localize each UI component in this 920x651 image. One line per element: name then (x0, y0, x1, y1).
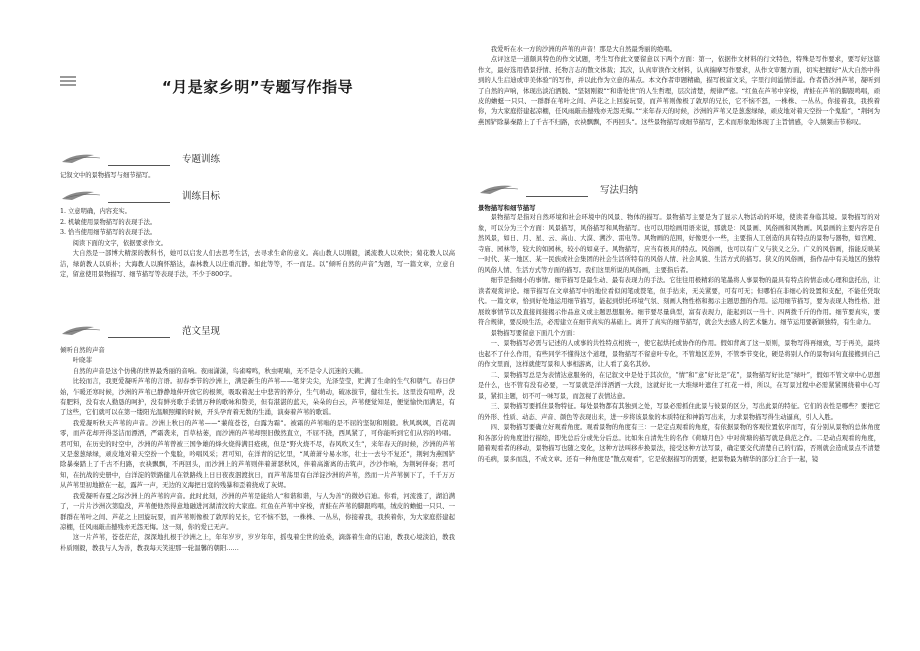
section-header-model (60, 322, 455, 338)
goal-item: 3. 恰当使用细节描写的表现手法。 (60, 229, 157, 236)
essay-author: 叶晓菲 (72, 356, 92, 365)
section-text: 记叙文中的景物描写与细节描写。 (60, 172, 155, 179)
section-header-training (60, 150, 455, 166)
commentary: 点评这是一道颇具特色的作文试题，考生写作此文要留意以下两个方面：第一，依据作文材料的行文特色，特殊是写作要求，要写好这篇作文，最好选用借景抒情、托物言志的散文体裁；其次，认真审读作文材料，认真揣摩写作要求，从作文审题方面，切实把握好“从大自然中得到的人生启迪或审美体验”的写作，并以此作为立意的基点。本文作者审题精确，描写极富文采，字里行间溢情洋溢。作者借沙洲芦苇，凝听到了自然的声响，体现出淡泊洒脱、“坚韧刚毅”“和谐处世”的人生哲理，层次清楚，规律严密。“红鱼在芦苇中穿梭，青蛙在芦苇的脚跟鸣唱，顽皮的蟾蜓一只只、一群群在苇叶之间、芦花之上回旋玩耍，而芦苇则像极了敦厚的兄长，它不恼不怒，一株株、一丛丛，你接着我，我挨着你，为大家庭搭建起凉棚，任风雨敲击撼残亦无怨无悔。”“来年春天的时候，沙洲的芦苇又是葱葱绿绿，顽皮地对着天空扮一个鬼脸”，“荆轲为燕国铲除暴秦踏上了千古不归路，衣袂飘飘，不再回头”。这些景物描写或细节描写，艺术而形象地体现了主旨情感，令人频频击节称叹。 (478, 55, 880, 126)
summary-paragraph: 景物描写要留意下面几个方面： (490, 329, 579, 337)
feather-icon (60, 189, 116, 201)
feather-icon (60, 324, 116, 336)
summary-point: 二、景物描写总是为表情达意服务的，在记叙文中是处于其次位，“情”和“意”好比是“花”，景物描写好比是“绿叶”，假如不管文章中心思想是什么，也不管有没有必要，一写景就是洋洋洒洒一大段，这就好比一大堆绿叶遮住了红花一样，所以，在写景过程中必需紧紧围绕着中心写景，紧扣主题，切不可一味写景，而忽视了表情达意。 (478, 371, 880, 400)
right-column (478, 0, 880, 651)
essay-closing: 我爱听在水一方的沙洲的芦苇的声音！那是大自然最秀丽的绝唱。 (490, 45, 677, 53)
summary-paragraph: 景物描写是指对自然环境和社会环境中的风景、物体的描写。景物描写主要是为了显示人物活动的环境，使读者身临其境。景物描写的对象，可以分为三个方面：风景描写，风俗描写和风物描写。也可以用绘画用语来说，那就是：风景画、风俗画和风物画。风景画的主要内容是自然风景，如日、月、星、云、高山、大漠、溯沙、雷电等。风物画的范围，好像更小一些，主要指人工创造的具有特点的景物与器物，如宫殿、寺庙、园林等，较大的如园林，较小的如桌子。风物描写，应当有极具的特点。风俗画，也可以有广义与狭义之分。广义的风俗画，指能反映某一时代、某一地区、某一民族或社会集团的社会生活所特有的风俗人情、社会风貌、生活方式的描写。狭义的风俗画，指作品中有关地区的独特的风俗人情、生活方式等方面的描写。我们这里所说的风俗画，主要指后者。 (478, 214, 880, 274)
goal-item: 2. 机敏使用景物描写的表现手法。 (60, 218, 157, 226)
summary-point: 一、景物描写必需与记述的人或事的共性特点相统一，使它起烘托或协作的作用。假如背离了这一原则，景物写得再细致，写于再美，最终也起不了什么作用，有些同学不懂得这个道理，景物描写不留意叶专化，不管地区差异，不管季节变化，硬是将别人作的景物词句直接搬到自己的作文里面，这样就使写景和人事相游离，让人看了莫名其妙。 (478, 340, 880, 369)
goals-list (60, 207, 455, 281)
essay-paragraph: 自然的声音是这个仿佛的世界最秀丽的音响。夜雨潇潇，鸟雀啼鸣，秋虫呢喃，无不是令人沉迷的天籁。 (72, 366, 367, 375)
section-label: 写法归纳 (600, 185, 639, 196)
model-essay (60, 345, 455, 553)
essay-title: 倾听自然的声音 (60, 346, 105, 354)
section-label: 训练目标 (182, 191, 221, 202)
writing-prompt: 大自然是一部博大精深的教科书，她可以启发人们去思考生活，去寻求生命的意义。高山教人以刚毅，溪流教人以欢快；菊花教人以高洁，绿荫教人以质朴；大海教人以胸怀豁达，森林教人以庄重沉静。如此等等，不一而足。以“倾听自然的声音”为题，写一篇文章，立意自定，留意使用景物描写、细节描写等表现手法，不少于800字。 (60, 250, 455, 278)
section-header-summary (478, 181, 880, 197)
goal-item: 1. 立意明确，内容充实。 (60, 208, 131, 215)
section-header-goals (60, 187, 455, 203)
feather-icon (60, 152, 116, 164)
section-label: 范文呈现 (182, 326, 221, 337)
page-title: “月是家乡明”专题写作指导 (161, 78, 354, 96)
left-column (60, 0, 455, 651)
section-label: 专题训练 (182, 154, 221, 165)
essay-paragraph: 我爱凝听秋天芦苇的声音。沙洲上秋日的芦苇——“蒹葭苍苍，白露为霜”。被霜的芦苇嗡的是不屈的坚韧和刚毅。秋风飒飒，百花凋零，而芦花却开得茎洁而漂洒，严霜袭来，百草枯萎，而沙洲的芦苇却照旧傲然直立，不屈不挠，西风紧了，可你能听到它们从容的吟唱。君可知，在历史的时空中，沙洲的芦苇曾被三国争雄的烽火烧得满目疮痍，但是“野火烧不尽，春风吹又生”，来年春天的时候，沙洲的芦苇又是葱葱绿绿，顽皮地对着天空扮一个鬼脸，吟唱风采；君可知，在洋青的记忆里，“风萧萧兮易水寒，壮士一去兮不复还”，荆轲为燕国铲除暴秦踏上了千古不归路，衣袂飘飘，不再回头，而沙洲上的芦苇则伴着萧瑟秋风，伴着高渐离的击筑声，沙沙作响，为荆轲伴奏；君可知，在抗战的史册中，白洋淀的铁路健儿在铁路线上日日夜夜泅渡抗日，而芦苇荡里有白洋淀沙洲的芦苇，然而一片芦苇倒下了，千千万万从芦苇里初地掀在一起，露芦一声，无边的义海把日寇的残暴和歪着挠成了灰烬。 (60, 418, 455, 490)
essay-paragraph: 我爱凝听春夏之际沙洲上的芦苇的声音。此时此刻，沙洲的芦苇是能给人“和谐和谐，与人为善”的微妙启迪。你看，河流涨了，湖泊满了，一片片沙洲次第隐没，芦苇便他然得意地融进河湖清汶的大家庭。红鱼在芦苇中穿梭，青蛙在芦苇的脚跟鸣唱，绒皮的蟾蜓一只只、一群群在苇叶之间、芦花之上回旋玩耍，而芦苇则像极了敦厚的兄长，它不恼不怒，一株株、一丛丛，你接着我，我挨着你，为大家庭搭建起凉棚，任风雨敲击撼残亦无怨无悔。这一刻，你的爱已无声。 (60, 491, 455, 531)
summary-heading: 景物描写和细节描写 (478, 204, 536, 212)
essay-paragraph: 比较而言，我更爱凝听芦苇的言语。初春季节的沙洲上，满是新生的芦苇——笔芽尖尖，光泽莹莹，贮满了生命的生气和朝气。春日伊始，乍暖还寒时候，沙洲的芦苇已静静地伸开放它的根须，吸取着泥土中悲苦的养分，生气萌动，破冰拔节，健壮生长。这里没有喧哗，没有肥料，没有农人勤恳的呵护，没有鲜亮歌手柔情万种的歌咏和赞美，但有湛湛的蓝天，朵朵的白云，芦苇便觉知足，便觉愉快而满足，有了这些，它们就可以在第一缕阳光温顺照耀的时候，开头孕育着无数的生涌，演奏着芦苇的歌谣。 (60, 377, 455, 417)
feather-icon (478, 183, 534, 195)
method-summary (478, 203, 880, 465)
goal-note: 阅读下面的文字，依据要求作文。 (72, 239, 168, 247)
summary-point: 四、景物描写要确立好观看角度。观看景物的角度有三：一是定点观看的角度，有依据景物的客观位置依序而写，有分别从景物的总体角度和各部分的角度进行描绘，即先总后分或先分后总。比如朱自清先生的名作《荷塘月色》中对荷塘的描写就是典范之作。二是动点观看的角度，随着观看者的移动，景物描写也随之变化，这种方法叫移步换景法，接受这种方法写景，确定要交代清楚自己的行踪，否则就会造成景点不清楚的毛病，景多而乱，不成文章。还有一种角度是“散点观看”，它是依据描写的需要，把景物最为精华的部分汇合于一起，镜 (478, 424, 880, 463)
summary-point: 三、景物描写要抓住景物特征。每处景物都有其独到之处，写景必需抓住此景与彼景的区分，写出此景的特征。它们的表性是哪些？要把它的外形、性质、动态、声音、颜色等表现出来，进一步将该景象的本质特征和神韵写出来，力求景物描写得生动逼真，引人入胜。 (478, 403, 880, 421)
review-block (478, 44, 880, 127)
summary-paragraph: 细节是指细小的事情。细节描写是最生动、最有表现力的手法。它往往用极精彩的笔墨将人事景物的最具有特点的情态或心理和盘托出，让读者观赏评论。细节描写在文章描写中的地位看似闲笔或赘笔，但手拈来，无关紧要，可有可无；但哪怕在非细心的设置和支配，不能任凭取代。一篇文章，恰到好处地运用细节描写，能起到烘托环境气氛、刻画人物性格和揭示主题思想的作用。运用细节描写，要为表现人物性格、进展故事情节以及直接间接揭示作品意义或主题思想服务。细节要尽量典型，富有表现力，能起到以一当十、四两拨千斤的作用。细节要真实，要符合规律，要反映生活，必需建立在细节真实的基础上。离开了真实的细节描写，就会失去感人的艺术魅力。细节运用要新颖独特，有生命力。 (478, 277, 880, 327)
essay-paragraph: 这一片芦苇，苍苍茫茫，深深地扎根于沙洲之上，年年岁岁，岁岁年年，摇曳着尘世的沧桑，滴落着生命的启迪，教我心境淡泊，教我朴质刚毅，教我与人为善，教我每天笑迎那一轮温馨的朝阳…… (60, 533, 455, 552)
